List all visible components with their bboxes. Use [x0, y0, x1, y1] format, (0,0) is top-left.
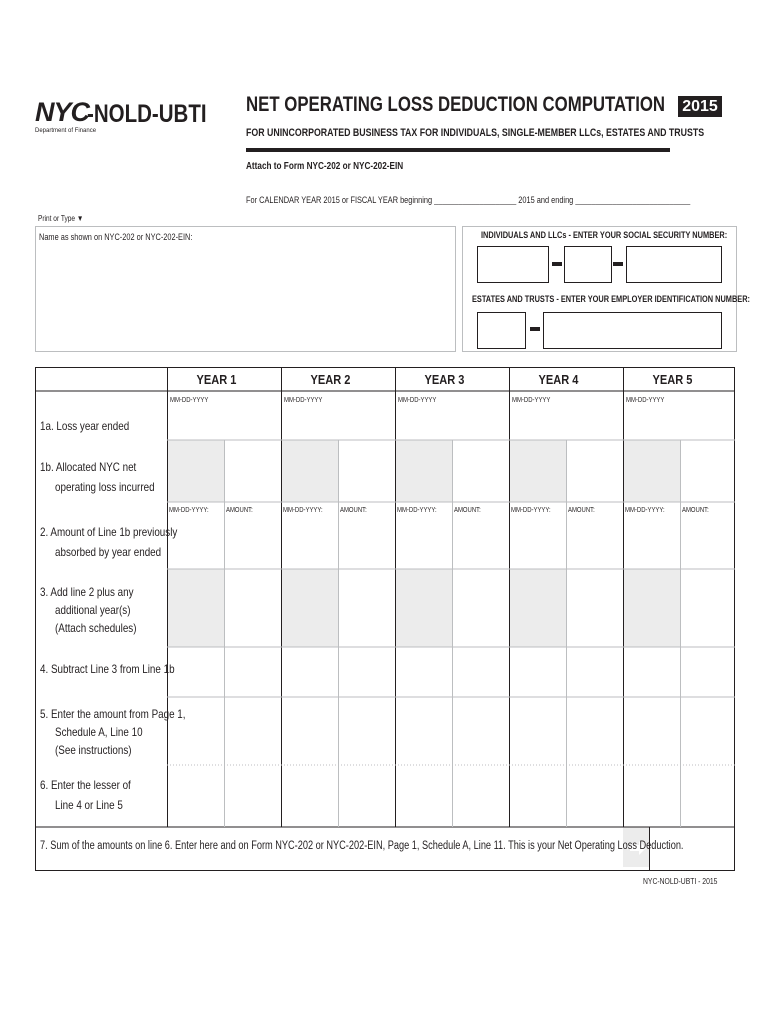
absorbed-amount-1[interactable]: AMOUNT: — [226, 507, 253, 514]
line-2-label: 2. Amount of Line 1b previously — [40, 525, 178, 539]
line-7-label: 7. Sum of the amounts on line 6. Enter here and on Form NYC-202 or NYC-202-EIN, Page 1, Schedule A, Line 11. This is your Net Operating Loss Deduction. — [40, 840, 684, 852]
loss-year-date-1[interactable]: MM-DD-YYYY — [170, 397, 209, 404]
year-5-header: YEAR 5 — [652, 372, 693, 387]
loss-year-date-4[interactable]: MM-DD-YYYY — [512, 397, 551, 404]
year-1-header: YEAR 1 — [196, 372, 237, 387]
line-5-label-note: (See instructions) — [55, 743, 132, 757]
tax-year-badge: 2015 — [678, 96, 722, 117]
line-6-label-cont: Line 4 or Line 5 — [55, 798, 123, 812]
ein-field-2[interactable] — [543, 312, 722, 349]
absorbed-date-4[interactable]: MM-DD-YYYY: — [511, 507, 551, 514]
line-6-label: 6. Enter the lesser of — [40, 778, 131, 792]
year-4-header: YEAR 4 — [538, 372, 579, 387]
absorbed-amount-2[interactable]: AMOUNT: — [340, 507, 367, 514]
ein-field-1[interactable] — [477, 312, 526, 349]
year-3-header: YEAR 3 — [424, 372, 465, 387]
nyc-logo: NYC — [35, 97, 90, 127]
absorbed-date-2[interactable]: MM-DD-YYYY: — [283, 507, 323, 514]
name-field[interactable] — [35, 226, 456, 352]
nol-deduction-total-field[interactable] — [650, 828, 734, 870]
loss-year-date-5[interactable]: MM-DD-YYYY — [626, 397, 665, 404]
department-name: Department of Finance — [35, 128, 97, 134]
line-2-label-cont: absorbed by year ended — [55, 545, 162, 559]
ssn-dash-2 — [613, 262, 623, 266]
line-5-label-cont: Schedule A, Line 10 — [55, 725, 143, 739]
year-2-header: YEAR 2 — [310, 372, 351, 387]
loss-year-date-3[interactable]: MM-DD-YYYY — [398, 397, 437, 404]
form-code: -NOLD-UBTI — [87, 100, 207, 128]
form-title: NET OPERATING LOSS DEDUCTION COMPUTATION — [246, 93, 666, 116]
line-4-label: 4. Subtract Line 3 from Line 1b — [40, 662, 175, 676]
absorbed-date-1[interactable]: MM-DD-YYYY: — [169, 507, 209, 514]
absorbed-amount-4[interactable]: AMOUNT: — [568, 507, 595, 514]
form-subtitle: FOR UNINCORPORATED BUSINESS TAX FOR INDIVIDUALS, SINGLE-MEMBER LLCs, ESTATES AND TRUSTS — [246, 127, 705, 139]
attach-note: Attach to Form NYC-202 or NYC-202-EIN — [246, 161, 404, 172]
ssn-label: INDIVIDUALS AND LLCs - ENTER YOUR SOCIAL SECURITY NUMBER: — [481, 230, 728, 240]
ein-dash — [530, 327, 540, 331]
absorbed-amount-3[interactable]: AMOUNT: — [454, 507, 481, 514]
form-footer: NYC-NOLD-UBTI - 2015 — [643, 877, 718, 886]
ein-label: ESTATES AND TRUSTS - ENTER YOUR EMPLOYER IDENTIFICATION NUMBER: — [472, 294, 750, 304]
line-3-label: 3. Add line 2 plus any — [40, 585, 134, 599]
table-grid-lines — [35, 367, 735, 871]
line-1b-label-cont: operating loss incurred — [55, 480, 155, 494]
ssn-dash-1 — [552, 262, 562, 266]
loss-year-date-2[interactable]: MM-DD-YYYY — [284, 397, 323, 404]
title-rule — [246, 148, 670, 152]
line-5-label: 5. Enter the amount from Page 1, — [40, 707, 186, 721]
line-3-label-cont: additional year(s) — [55, 603, 131, 617]
fiscal-year-line[interactable]: For CALENDAR YEAR 2015 or FISCAL YEAR beginning ____________________ 2015 and ending ____________________________ — [246, 195, 691, 205]
ssn-field-1[interactable] — [477, 246, 549, 283]
line-1a-label: 1a. Loss year ended — [40, 419, 130, 433]
ssn-field-2[interactable] — [564, 246, 612, 283]
line-1b-label: 1b. Allocated NYC net — [40, 460, 137, 474]
absorbed-date-3[interactable]: MM-DD-YYYY: — [397, 507, 437, 514]
absorbed-date-5[interactable]: MM-DD-YYYY: — [625, 507, 665, 514]
absorbed-amount-5[interactable]: AMOUNT: — [682, 507, 709, 514]
print-or-type-label: Print or Type ▼ — [38, 214, 84, 223]
name-label: Name as shown on NYC-202 or NYC-202-EIN: — [39, 232, 193, 242]
ssn-field-3[interactable] — [626, 246, 722, 283]
line-3-label-note: (Attach schedules) — [55, 621, 137, 635]
